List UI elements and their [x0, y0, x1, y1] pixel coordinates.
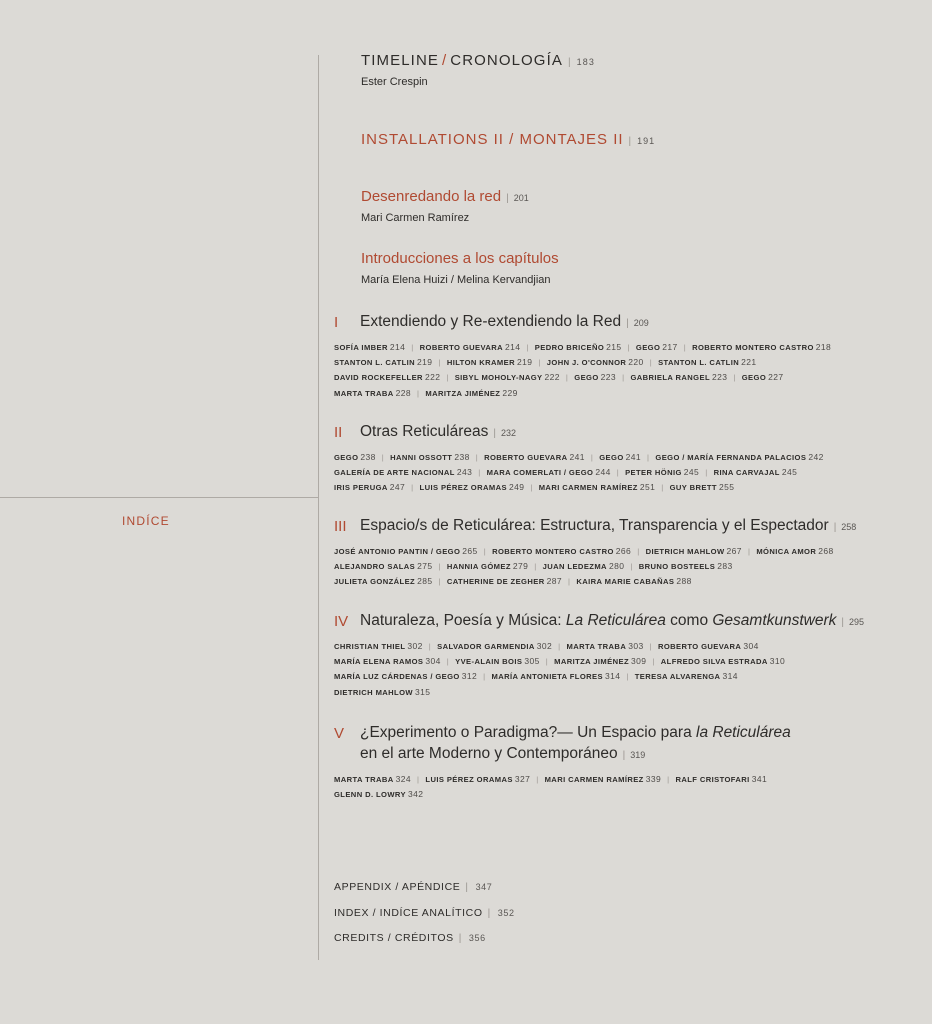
page-number: 191: [637, 136, 656, 146]
entry-page: 243: [456, 467, 473, 478]
entry-page: 285: [417, 576, 433, 587]
credits-label: CREDITS / CRÉDITOS: [334, 932, 454, 944]
entry-page: 215: [606, 342, 622, 352]
entry-page: 315: [414, 686, 431, 697]
entry-page: 218: [815, 342, 832, 352]
entry-page: 241: [569, 452, 585, 462]
author-entry: [625, 468, 713, 477]
entry-name: MARÍA LUZ CÁRDENAS / GEGO: [334, 672, 460, 682]
separator: |: [381, 453, 385, 462]
author-entry: [675, 775, 767, 784]
entry-name: GALERÍA DE ARTE NACIONAL: [334, 468, 455, 478]
separator: |: [705, 468, 708, 478]
author-entry: [334, 343, 420, 352]
separator: |: [411, 483, 414, 493]
title-slash: /: [441, 52, 448, 69]
author-entry: [547, 358, 658, 367]
separator: |: [478, 468, 481, 478]
separator: |: [475, 453, 479, 462]
entry-page: 324: [395, 774, 412, 784]
author-entry: [655, 453, 823, 462]
chapter-title: ¿Experimento o Paradigma?— Un Espacio para: [360, 724, 696, 741]
entry-name: MARI CARMEN RAMÍREZ: [544, 775, 644, 784]
chapter-title: Naturaleza, Poesía y Música:: [360, 612, 566, 629]
page-number: 356: [468, 933, 486, 943]
entry-page: 242: [808, 452, 824, 462]
author-entry: [420, 483, 539, 492]
page-number: 209: [633, 318, 649, 328]
author-entry: [334, 389, 425, 398]
author-entry: [334, 688, 430, 697]
chapter-3: III Espacio/s de Reticulárea: Estructura, Transparencia y el Espectador | 258 JOSÉ ANTONIO PANTIN / GEGO 265 | ROBERTO MONTERO CASTRO 266 | DIETRICH MAHLOW 267 | MÓNICA AMOR 268 ALEJANDRO SALAS 275 | HANNIA GÓMEZ 279 | JUAN LEDEZMA 280 | BRUNO BOSTEELS 283 JULIETA GONZÁLEZ 285 | CATHERINE DE ZEGHER 287 | KAIRA MARIE CABAÑAS 288: [334, 517, 924, 590]
entry-page: 304: [743, 641, 759, 651]
entry-name: CATHERINE DE ZEGHER: [446, 577, 545, 587]
section-installations: INSTALLATIONS II / MONTAJES II | 191: [361, 131, 656, 148]
entry-page: 267: [726, 546, 742, 556]
entry-list: [334, 450, 924, 496]
separator: |: [438, 562, 441, 572]
entry-name: ROBERTO MONTERO CASTRO: [492, 547, 614, 556]
sidebar-label: INDÍCE: [122, 514, 170, 528]
page-number: 258: [841, 522, 857, 532]
separator: |: [661, 483, 664, 493]
entry-name: GEGO: [574, 373, 599, 383]
entry-name: MARÍA ANTONIETA FLORES: [491, 672, 603, 682]
page-number: 232: [500, 428, 516, 438]
entry-page: 314: [604, 671, 621, 682]
entry-list: [334, 639, 924, 700]
author-entry: [635, 672, 738, 681]
entry-page: 245: [781, 467, 798, 478]
chapter-numeral: IV: [334, 613, 349, 630]
author-entry: [661, 657, 785, 666]
entry-page: 247: [389, 482, 406, 493]
author-entry: [455, 657, 554, 666]
entry-name: GLENN D. LOWRY: [334, 790, 406, 800]
entry-name: MARI CARMEN RAMÍREZ: [538, 483, 638, 493]
page-number: 352: [497, 908, 515, 918]
entry-name: MÓNICA AMOR: [756, 547, 817, 556]
page-number: 201: [513, 193, 529, 203]
separator: |: [483, 672, 486, 682]
separator: |: [616, 468, 620, 478]
entry-page: 288: [676, 576, 692, 587]
author-entry: [487, 468, 625, 477]
author-entry: [455, 373, 575, 382]
section-introducciones: [361, 250, 921, 286]
author-entry: [437, 642, 566, 651]
author-entry: [576, 577, 691, 586]
entry-page: 279: [512, 561, 529, 572]
chapter-1: I Extendiendo y Re-extendiendo la Red | 209 SOFÍA IMBER 214 | ROBERTO GUEVARA 214 | PEDRO BRICEÑO 215 | GEGO 217 | ROBERTO MONTERO CASTRO 218 STANTON L. CATLIN 219 | HILTON KRAMER 219 | JOHN J. O'CONNOR 220 | STANTON L. CATLIN 221 DAVID ROCKEFELLER 222 | SIBYL MOHOLY-NAGY 222 | GEGO 223 | GABRIELA RANGEL 223 | GEGO 227 MARTA TRABA 228 | MARITZA JIMÉNEZ 229: [334, 313, 924, 401]
author-entry: [334, 373, 455, 382]
separator: |: [483, 547, 487, 556]
chapter-title: Otras Reticuláreas: [360, 423, 489, 440]
chapter-title-mid: como: [665, 612, 713, 629]
author-entry: [334, 642, 437, 651]
author-entry: [420, 343, 535, 352]
entry-name: MARTA TRABA: [334, 388, 394, 398]
entry-name: STANTON L. CATLIN: [658, 358, 740, 368]
author-entry: [334, 577, 447, 586]
entry-page: 227: [768, 372, 784, 383]
entry-name: MARTA TRABA: [566, 642, 627, 651]
chapter-numeral: I: [334, 314, 339, 331]
author-entry: [539, 483, 670, 492]
entry-name: PEDRO BRICEÑO: [534, 343, 605, 352]
separator: |: [649, 358, 653, 368]
index-item: INDEX / INDÍCE ANALÍTICO | 352: [334, 907, 515, 919]
entry-name: GEGO: [599, 453, 624, 462]
entry-name: IRIS PERUGA: [334, 483, 388, 493]
entry-page: 222: [424, 372, 441, 383]
separator: |: [647, 453, 650, 462]
page-number: 295: [849, 617, 865, 627]
page-number: 319: [630, 750, 646, 760]
entry-page: 214: [505, 342, 521, 352]
entry-name: MARÍA ELENA RAMOS: [334, 657, 424, 667]
author: María Elena Huizi / Melina Kervandjian: [361, 274, 551, 286]
entry-name: GUY BRETT: [669, 483, 717, 493]
entry-name: LUIS PÉREZ ORAMAS: [425, 775, 513, 784]
separator: |: [627, 343, 630, 352]
section-desenredando: Desenredando la red | 201 Mari Carmen Ramírez: [361, 188, 921, 224]
entry-page: 305: [524, 656, 540, 667]
chapter-numeral: III: [334, 518, 347, 535]
page-number: 183: [576, 57, 595, 67]
separator: |: [565, 373, 569, 383]
entry-name: HILTON KRAMER: [446, 358, 516, 368]
author-entry: [756, 547, 833, 556]
entry-name: JUAN LEDEZMA: [542, 562, 607, 572]
credits-item: CREDITS / CRÉDITOS | 356: [334, 932, 486, 944]
entry-page: 280: [608, 561, 625, 572]
entry-page: 223: [600, 372, 617, 383]
chapter-numeral: II: [334, 424, 343, 441]
entry-page: 245: [683, 467, 700, 478]
author-entry: [334, 775, 425, 784]
entry-name: DAVID ROCKEFELLER: [334, 373, 423, 383]
author-entry: [447, 358, 547, 367]
entry-page: 241: [625, 452, 642, 462]
entry-name: ROBERTO GUEVARA: [484, 453, 568, 462]
cronologia-title: CRONOLOGÍA: [450, 52, 563, 69]
author-entry: [630, 373, 741, 382]
section-timeline: TIMELINE / CRONOLOGÍA | 183 Ester Crespin: [361, 52, 921, 88]
entry-page: 327: [514, 774, 531, 784]
separator: |: [536, 775, 539, 784]
entry-name: SALVADOR GARMENDIA: [437, 642, 535, 651]
separator: |: [438, 358, 441, 368]
chapter-numeral: V: [334, 725, 345, 742]
author-entry: [545, 775, 676, 784]
entry-name: CHRISTIAN THIEL: [334, 642, 406, 651]
separator: |: [411, 343, 414, 352]
entry-name: YVE-ALAIN BOIS: [455, 657, 523, 667]
separator: |: [637, 547, 640, 556]
entry-page: 342: [407, 789, 424, 800]
entry-name: PETER HÖNIG: [625, 468, 682, 478]
separator: |: [534, 562, 537, 572]
page-number: 347: [475, 882, 493, 892]
entry-page: 265: [462, 546, 478, 556]
entry-name: ROBERTO GUEVARA: [419, 343, 504, 352]
entry-page: 266: [615, 546, 632, 556]
entry-page: 287: [546, 576, 562, 587]
author-entry: [484, 453, 599, 462]
author-entry: [574, 373, 630, 382]
index-label: INDEX / INDÍCE ANALÍTICO: [334, 907, 483, 919]
separator: |: [428, 642, 432, 651]
entry-name: GEGO: [741, 373, 767, 383]
author-entry: [334, 483, 420, 492]
entry-name: ALFREDO SILVA ESTRADA: [660, 657, 768, 667]
entry-list: [334, 544, 924, 590]
author-entry: [543, 562, 639, 571]
appendix-item: APPENDIX / APÉNDICE | 347: [334, 881, 493, 893]
installations-title: INSTALLATIONS II / MONTAJES II: [361, 131, 624, 148]
entry-page: 302: [407, 641, 423, 651]
entry-page: 283: [717, 561, 733, 572]
separator: |: [626, 672, 629, 682]
entry-name: DIETRICH MAHLOW: [334, 687, 413, 697]
entry-page: 229: [502, 387, 518, 398]
author-entry: [390, 453, 484, 462]
entry-list: [334, 340, 924, 401]
entry-page: 217: [662, 342, 678, 352]
entry-page: 255: [718, 482, 735, 493]
entry-page: 222: [544, 372, 560, 383]
separator: |: [417, 388, 420, 398]
desenredando-title: Desenredando la red: [361, 188, 502, 205]
entry-page: 251: [639, 482, 656, 493]
author-entry: [639, 562, 733, 571]
entry-page: 228: [395, 387, 412, 398]
entry-name: SOFÍA IMBER: [334, 343, 388, 352]
separator: |: [652, 657, 655, 667]
separator: |: [683, 343, 687, 352]
entry-page: 219: [417, 357, 433, 368]
entry-name: GABRIELA RANGEL: [630, 373, 710, 383]
entry-name: ROBERTO MONTERO CASTRO: [692, 343, 814, 352]
separator: |: [558, 642, 561, 651]
author-entry: [567, 642, 658, 651]
author-entry: [492, 672, 635, 681]
entry-name: GEGO / MARÍA FERNANDA PALACIOS: [655, 453, 807, 462]
author-entry: [334, 453, 390, 462]
separator: |: [446, 373, 449, 383]
chapter-title-italic: Gesamtkunstwerk: [712, 612, 837, 629]
separator: |: [530, 483, 533, 493]
author-entry: [646, 547, 757, 556]
author-entry: [334, 468, 487, 477]
separator: |: [667, 775, 670, 784]
author-entry: [658, 358, 756, 367]
author-entry: [334, 562, 447, 571]
entry-name: DIETRICH MAHLOW: [645, 547, 725, 556]
entry-page: 304: [425, 656, 441, 667]
author-entry: [742, 373, 784, 382]
entry-name: JOHN J. O'CONNOR: [546, 358, 627, 368]
author-entry: [425, 775, 544, 784]
timeline-title: TIMELINE: [361, 52, 439, 69]
separator: |: [590, 453, 594, 462]
author-entry: [714, 468, 798, 477]
entry-name: HANNIA GÓMEZ: [446, 562, 511, 572]
separator: |: [538, 358, 541, 368]
author-entry: [599, 453, 655, 462]
entry-page: 220: [628, 357, 644, 368]
entry-page: 214: [389, 342, 406, 352]
author-entry: [554, 657, 661, 666]
entry-name: HANNI OSSOTT: [390, 453, 453, 462]
entry-name: MARA COMERLATI / GEGO: [486, 468, 594, 478]
vertical-divider: [318, 55, 319, 960]
chapter-4: IV Naturaleza, Poesía y Música: La Reticulárea como Gesamtkunstwerk | 295 CHRISTIAN THIEL 302 | SALVADOR GARMENDIA 302 | MARTA TRABA 303 | ROBERTO GUEVARA 304 MARÍA ELENA RAMOS 304 | YVE-ALAIN BOIS 305 | MARITZA JIMÉNEZ 309 | ALFREDO SILVA ESTRADA 310 MARÍA LUZ CÁRDENAS / GEGO 312 | MARÍA ANTONIETA FLORES 314 | TERESA ALVARENGA 314 DIETRICH MAHLOW 315: [334, 612, 924, 700]
entry-page: 303: [628, 641, 644, 651]
entry-name: GEGO: [635, 343, 661, 352]
entry-name: TERESA ALVARENGA: [634, 672, 721, 682]
entry-name: GEGO: [334, 453, 359, 462]
separator: |: [747, 547, 751, 556]
entry-name: KAIRA MARIE CABAÑAS: [576, 577, 675, 587]
entry-page: 341: [751, 774, 768, 784]
author-entry: [334, 790, 423, 799]
entry-page: 309: [631, 656, 647, 667]
author-entry: [658, 642, 759, 651]
entry-name: BRUNO BOSTEELS: [638, 562, 716, 572]
entry-page: 221: [741, 357, 757, 368]
entry-name: MARTA TRABA: [334, 775, 394, 784]
entry-name: RALF CRISTOFARI: [675, 775, 750, 784]
entry-page: 244: [595, 467, 611, 478]
chapter-title-line2: en el arte Moderno y Contemporáneo: [360, 745, 618, 762]
entry-name: STANTON L. CATLIN: [334, 358, 416, 368]
entry-page: 314: [722, 671, 738, 682]
entry-name: LUIS PÉREZ ORAMAS: [419, 483, 507, 493]
author-entry: [692, 343, 831, 352]
entry-name: ROBERTO GUEVARA: [657, 642, 742, 651]
separator: |: [630, 562, 633, 572]
author: Ester Crespin: [361, 76, 428, 88]
chapter-2: II Otras Reticuláreas | 232 GEGO 238 | HANNI OSSOTT 238 | ROBERTO GUEVARA 241 | GEGO 241 | GEGO / MARÍA FERNANDA PALACIOS 242 GALERÍA DE ARTE NACIONAL 243 | MARA COMERLATI / GEGO 244 | PETER HÖNIG 245 | RINA CARVAJAL 245 IRIS PERUGA 247 | LUIS PÉREZ ORAMAS 249 | MARI CARMEN RAMÍREZ 251 | GUY BRETT 255: [334, 423, 924, 496]
entry-name: RINA CARVAJAL: [713, 468, 780, 478]
entry-name: MARITZA JIMÉNEZ: [425, 388, 501, 398]
entry-page: 223: [711, 372, 728, 383]
author-entry: [334, 657, 455, 666]
author-entry: [535, 343, 636, 352]
appendix-label: APPENDIX / APÉNDICE: [334, 881, 461, 893]
author-entry: [334, 358, 447, 367]
entry-name: MARITZA JIMÉNEZ: [554, 657, 629, 667]
author-entry: [334, 547, 492, 556]
author-entry: [492, 547, 646, 556]
entry-page: 249: [508, 482, 525, 493]
author-entry: [670, 483, 735, 492]
entry-page: 310: [769, 656, 786, 667]
separator: |: [567, 577, 571, 587]
entry-page: 302: [536, 641, 553, 651]
separator: |: [526, 343, 529, 352]
entry-page: 268: [818, 546, 834, 556]
entry-name: JULIETA GONZÁLEZ: [334, 577, 416, 587]
separator: |: [417, 775, 420, 784]
entry-page: 339: [645, 774, 662, 784]
entry-page: 312: [461, 671, 478, 682]
author: Mari Carmen Ramírez: [361, 212, 470, 224]
separator: |: [733, 373, 736, 383]
chapter-title-italic: La Reticulárea: [565, 612, 666, 629]
author-entry: [636, 343, 692, 352]
separator: |: [545, 657, 549, 667]
entry-name: JOSÉ ANTONIO PANTIN / GEGO: [334, 547, 461, 556]
separator: |: [649, 642, 652, 651]
separator: |: [446, 657, 450, 667]
author-entry: [447, 577, 577, 586]
author-entry: [425, 389, 517, 398]
entry-page: 238: [454, 452, 470, 462]
author-entry: [334, 672, 492, 681]
chapter-5: V ¿Experimento o Paradigma?— Un Espacio para la Reticulárea en el arte Moderno y Contemporáneo | 319 MARTA TRABA 324 | LUIS PÉREZ ORAMAS 327 | MARI CARMEN RAMÍREZ 339 | RALF CRISTOFARI 341 GLENN D. LOWRY 342: [334, 724, 924, 802]
entry-page: 275: [417, 561, 433, 572]
separator: |: [622, 373, 625, 383]
entry-page: 238: [360, 452, 376, 462]
entry-list: [334, 772, 924, 802]
introducciones-title: Introducciones a los capítulos: [361, 250, 559, 267]
chapter-title-italic: la Reticulárea: [696, 724, 791, 741]
chapter-title: Extendiendo y Re-extendiendo la Red: [360, 313, 622, 330]
entry-page: 219: [517, 357, 533, 368]
entry-name: ALEJANDRO SALAS: [334, 562, 416, 572]
horizontal-divider: [0, 497, 318, 498]
entry-name: SIBYL MOHOLY-NAGY: [454, 373, 543, 383]
separator: |: [438, 577, 441, 587]
chapter-title: Espacio/s de Reticulárea: Estructura, Transparencia y el Espectador: [360, 517, 829, 534]
author-entry: [447, 562, 543, 571]
